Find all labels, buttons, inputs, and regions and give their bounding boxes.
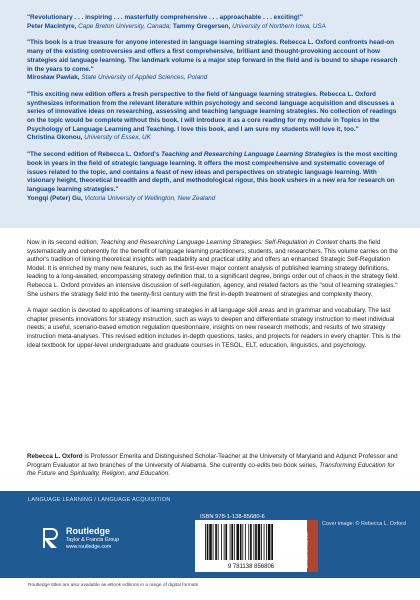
routledge-logo-icon	[40, 525, 62, 551]
endorsement-quote: "Revolutionary . . . inspiring . . . masterfully comprehensive . . . approachable . . . exciting!" Peter MacIntyre, Cape Breton University, Canada; Tammy Gregersen, University of Northern Iowa, USA	[27, 14, 326, 30]
endorsement-quote: "This book is a true treasure for anyone interested in language learning strategies. Rebecca L. Oxford confronts head-on many of the existing controversies and offers a first comprehensive, brilliant and thought-provoking account of how strategies aid language learning. The landmark volume is a major step forward in the field and is bound to shape research in the years to come." Mirosław Pawlak, State University of Applied Sciences, Poland	[27, 39, 398, 82]
barcode-box	[195, 520, 307, 572]
footer-note: Routledge titles are also available as eBook editions in a range of digital formats	[28, 583, 199, 588]
endorsement-quote: "This exciting new edition offers a fresh perspective to the field of language learning strategies. Rebecca L. Oxford synthesizes information from the relevant literature within psychology and second language acquisition and discusses a series of innovative ideas on researching, assessing and teaching language learning strategies. No collection of readings on the topic would be complete without this book. I will introduce it as a core reading for my module in Topics in the Psychology of Language Learning and Teaching. I love this book, and I am sure my students will love it, too." Christina Gkonou, University of Essex, UK	[27, 90, 397, 142]
description-paragraph: Now in its second edition, Teaching and Researching Language Learning Strategies: Self-Regulation in Context charts the field systematically and coherently for the benefit of language learning practitioners, students, and researchers. This volume carries on the author's tradition of linking theoretical insights with readability and practical utility and offers an enhanced Strategic Self-Regulation Model. It is enriched by many new features, such as the first-ever major content analysis of published learning strategy definitions, leading to a long-awaited, encompassing strategy definition that, to a significant degree, brings order out of chaos in the strategy field. Rebecca L. Oxford provides an intensive discussion of self-regulation, agency, and related factors as the "soul of learning strategies." She ushers the strategy field into the twenty-first century with the first in-depth treatment of strategies and complexity theory.	[27, 239, 400, 298]
barcode	[195, 520, 307, 572]
informa-tab: an informa business	[307, 520, 318, 572]
endorsements	[27, 14, 403, 211]
barcode-number: 9 781138 856806	[227, 564, 275, 570]
cover-credit: Cover image: © Rebecca L. Oxford	[322, 521, 406, 527]
publisher-text: Routledge Taylor & Francis Group www.routledge.com	[66, 526, 120, 550]
author-bio: Rebecca L. Oxford is Professor Emerita and Distinguished Scholar-Teacher at the University of Maryland and Adjunct Professor and Program Evaluator at two branches of the University of Alabama. She currently co-edits two book series, Transforming Education for the Future and Spirituality, Religion, and Education.	[27, 453, 398, 478]
book-description	[27, 239, 403, 358]
subject-category: LANGUAGE LEARNING / LANGUAGE ACQUISITION	[28, 497, 171, 503]
description-paragraph: A major section is devoted to applications of learning strategies in all language skill areas and in grammar and vocabulary. The last chapter presents innovations for strategy instruction, such as ways to deepen and differentiate strategy instruction to meet individual needs; a useful, scenario-based emotion regulation questionnaire; insights on new research methods; and results of two strategy instruction meta-analyses. This revised edition includes in-depth questions, tasks, and projects for readers in every chapter. This is the ideal textbook for upper-level undergraduate and graduate courses in TESOL, ELT, education, linguistics, and psychology.	[27, 307, 401, 349]
endorsement-quote: "The second edition of Rebecca L. Oxford's Teaching and Researching Language Learning Strategies is the most exciting book in years in the field of strategic language learning. It offers the most comprehensive and systematic coverage of issues related to the topic, and contains a feast of new ideas and perspectives on strategic language learning. With visionary height, theoretical breadth and depth, and methodological rigour, this book ushers in a new era for research on language learning strategies." Yongqi (Peter) Gu, Victoria University of Wellington, New Zealand	[27, 151, 398, 202]
publisher-logo	[40, 525, 119, 551]
isbn-label: ISBN 978-1-138-85680-6	[200, 514, 265, 520]
